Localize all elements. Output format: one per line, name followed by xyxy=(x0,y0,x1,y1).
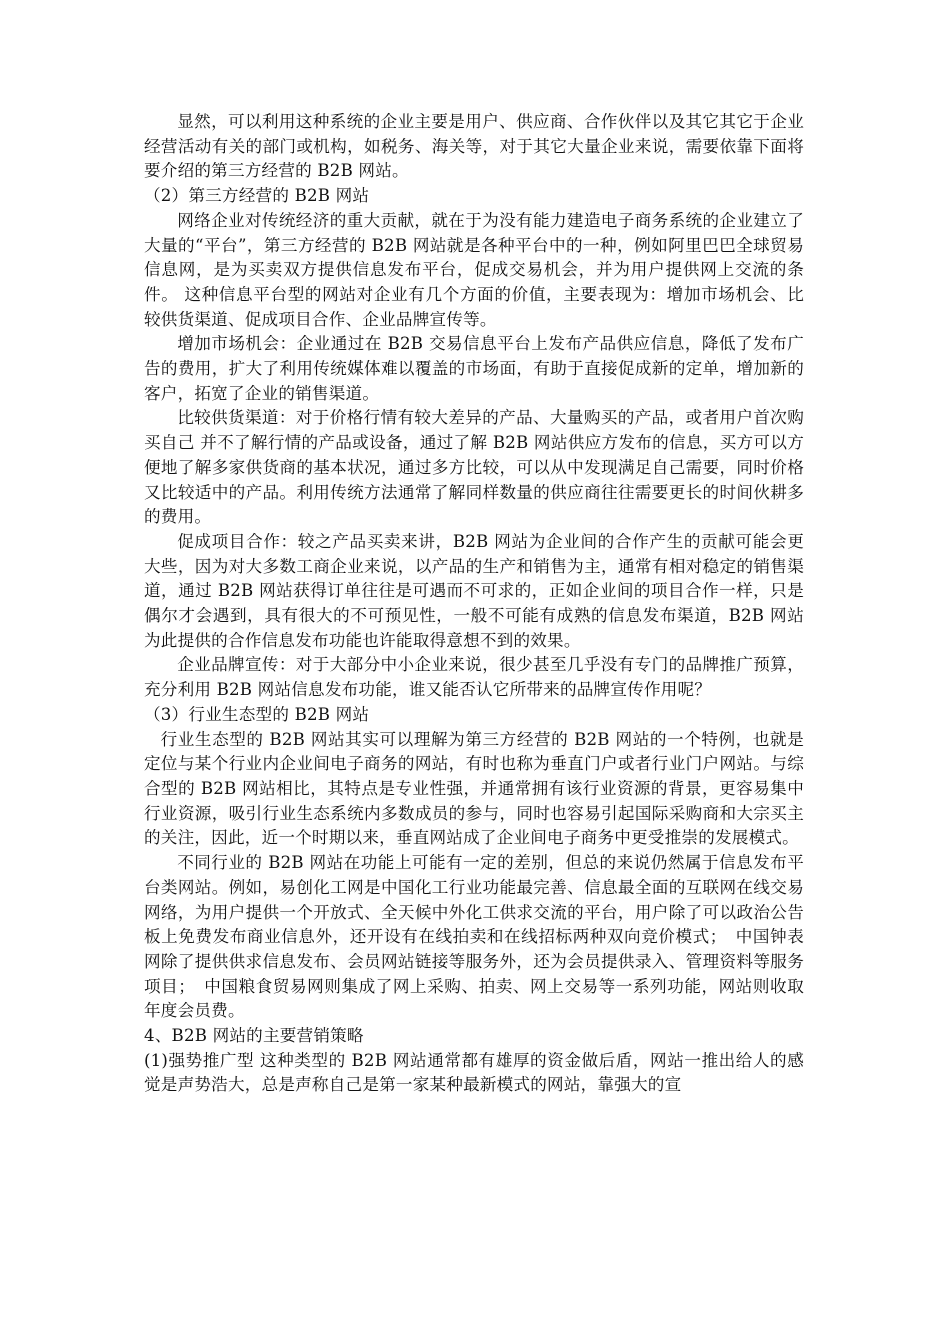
document-page xyxy=(144,110,804,1098)
paragraph-platform-contribution: 网络企业对传统经济的重大贡献，就在于为没有能力建造电子商务系统的企业建立了大量的“平台”，第三方经营的 B2B 网站就是各种平台中的一种，例如阿里巴巴全球贸易信息网，是为买卖双方提供信息发布平台，促成交易机会，并为用户提供网上交流的条件。 这种信息平台型的网站对企业有几个方面的价值，主要表现为：增加市场机会、比较供货渠道、促成项目合作、企业品牌宣传等。 xyxy=(144,210,804,329)
paragraph-supply-channels: 比较供货渠道：对于价格行情有较大差异的产品、大量购买的产品，或者用户首次购买自己 并不了解行情的产品或设备，通过了解 B2B 网站供应方发布的信息，买方可以方便地了解多家供货商的基本状况，通过多方比较，可以从中发现满足自己需要，同时价格又比较适中的产品。利用传统方法通常了解同样数量的供应商往往需要更长的时间伙耕多的费用。 xyxy=(144,408,804,527)
paragraph-brand-promotion: 企业品牌宣传：对于大部分中小企业来说，很少甚至几乎没有专门的品牌推广预算，充分利用 B2B 网站信息发布功能，谁又能否认它所带来的品牌宣传作用呢？ xyxy=(144,655,804,700)
paragraph-project-cooperation: 促成项目合作：较之产品买卖来讲，B2B 网站为企业间的合作产生的贡献可能会更大些，因为对大多数工商企业来说，以产品的生产和销售为主，通常有相对稳定的销售渠道，通过 B2B 网站获得订单往往是可遇而不可求的，正如企业间的项目合作一样，只是偶尔才会遇到，具有很大的不可预见性，一般不可能有成熟的信息发布渠道，B2B 网站为此提供的合作信息发布功能也许能取得意想不到的效果。 xyxy=(144,531,804,650)
paragraph-intro: 显然，可以利用这种系统的企业主要是用户、供应商、合作伙伴以及其它其它于企业经营活动有关的部门或机构，如税务、海关等，对于其它大量企业来说，需要依靠下面将要介绍的第三方经营的 B2B 网站。 xyxy=(144,112,804,181)
section-heading-industry-ecosystem: （3）行业生态型的 B2B 网站 xyxy=(144,704,370,724)
section-heading-marketing-strategy: 4、B2B 网站的主要营销策略 xyxy=(144,1026,364,1046)
paragraph-strong-promotion: (1)强势推广型 这种类型的 B2B 网站通常都有雄厚的资金做后盾，网站一推出给人的感觉是声势浩大，总是声称自己是第一家某种最新模式的网站，靠强大的宣 xyxy=(144,1050,804,1095)
section-heading-third-party: （2）第三方经营的 B2B 网站 xyxy=(144,186,370,206)
paragraph-vertical-portal: 行业生态型的 B2B 网站其实可以理解为第三方经营的 B2B 网站的一个特例，也就是定位与某个行业内企业间电子商务的网站，有时也称为垂直门户或者行业门户网站。与综合型的 B2B 网站相比，其特点是专业性强，并通常拥有该行业资源的背景，更容易集中行业资源，吸引行业生态系统内多数成员的参与，同时也容易引起国际采购商和大宗买主的关注，因此，近一个时期以来，垂直网站成了企业间电子商务中更受推崇的发展模式。 xyxy=(144,729,804,848)
paragraph-industry-examples: 不同行业的 B2B 网站在功能上可能有一定的差别，但总的来说仍然属于信息发布平台类网站。例如，易创化工网是中国化工行业功能最完善、信息最全面的互联网在线交易网络，为用户提供一个开放式、全天候中外化工供求交流的平台，用户除了可以政治公告板上免费发布商业信息外，还开设有在线拍卖和在线招标两种双向竞价模式； 中国钟表网除了提供供求信息发布、会员网站链接等服务外，还为会员提供录入、管理资料等服务项目； 中国粮食贸易网则集成了网上采购、拍卖、网上交易等一系列功能，网站则收取年度会员费。 xyxy=(144,853,804,1021)
paragraph-market-opportunity: 增加市场机会：企业通过在 B2B 交易信息平台上发布产品供应信息，降低了发布广告的费用，扩大了利用传统媒体难以覆盖的市场面，有助于直接促成新的定单，增加新的客户，拓宽了企业的销售渠道。 xyxy=(144,334,804,403)
